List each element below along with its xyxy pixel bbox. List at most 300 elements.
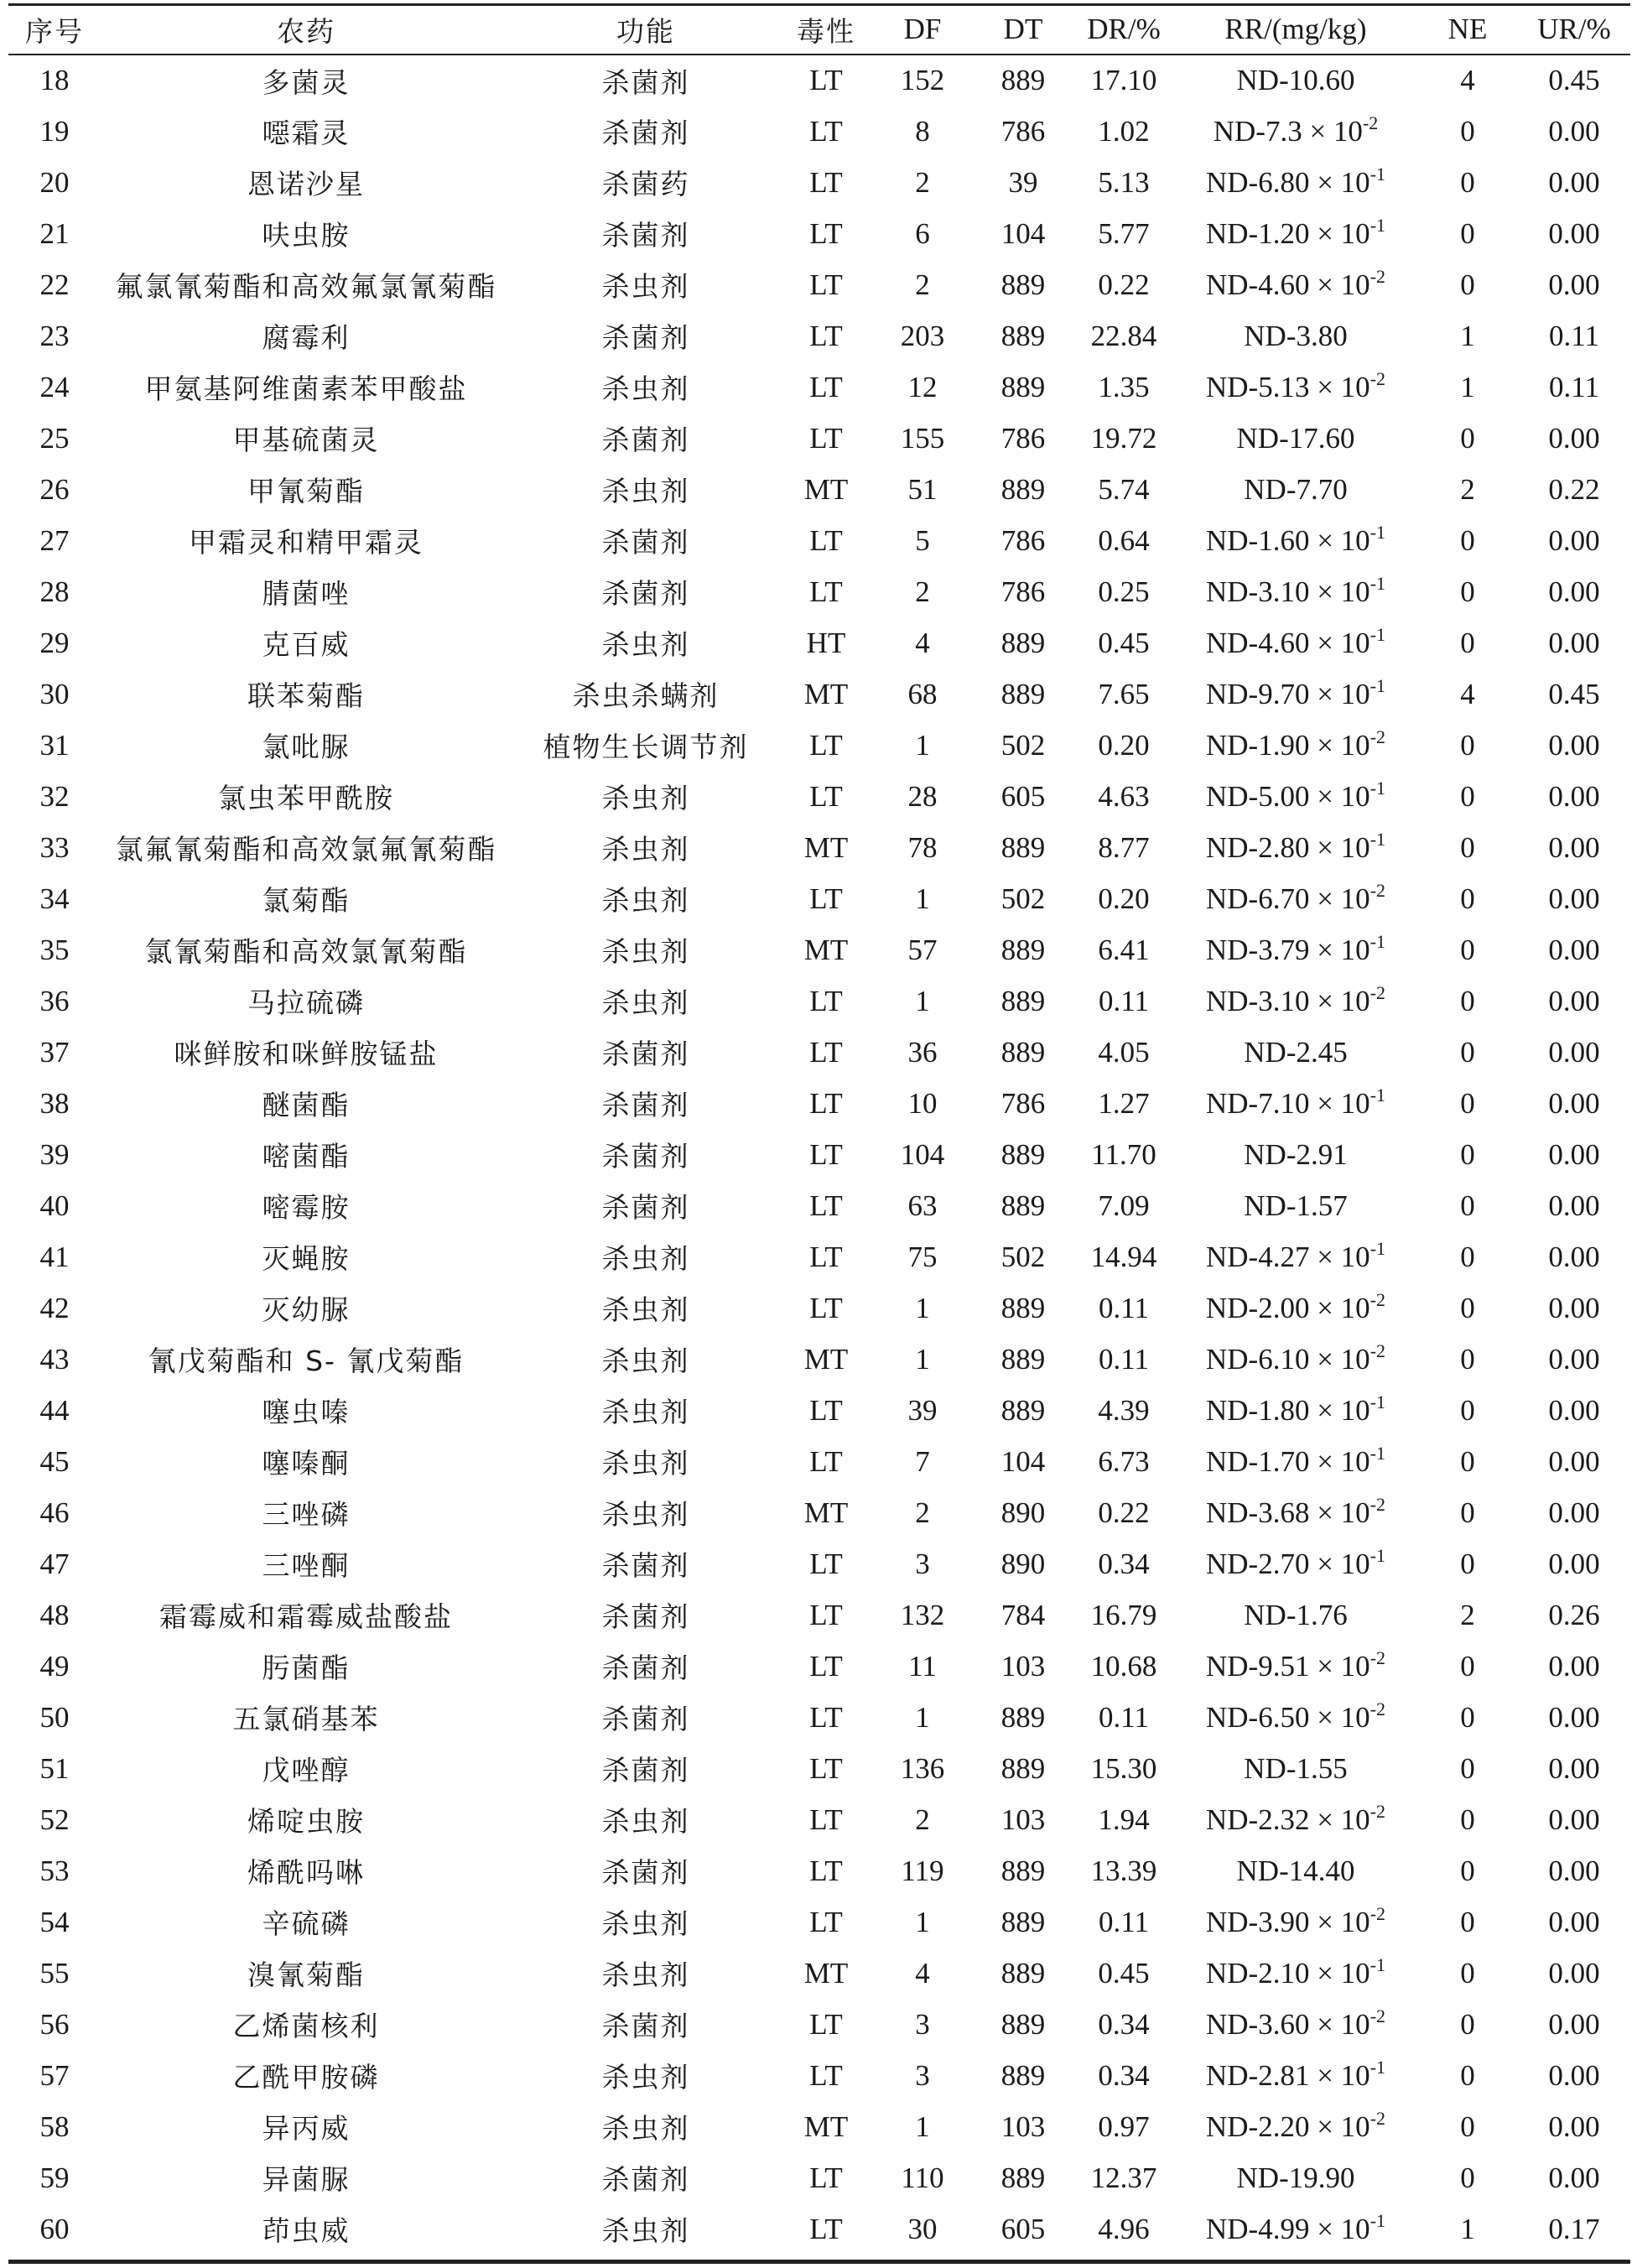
- cell-rr: [1174, 157, 1417, 208]
- table-row: [8, 873, 1630, 924]
- cell-rr: [1174, 1231, 1417, 1282]
- cell-function: 杀菌剂: [601, 1549, 690, 1582]
- cell-dr: 5.74: [1098, 472, 1150, 506]
- cell-no: 29: [39, 626, 70, 659]
- rr-value: ND-4.27 × 10: [1205, 1240, 1370, 1273]
- cell-function: 植物生长调节剂: [543, 731, 749, 763]
- cell-function: 杀菌剂: [601, 1191, 690, 1224]
- cell-rr: [1174, 1589, 1417, 1641]
- cell-ur: 0.00: [1548, 1393, 1600, 1427]
- table-row: [8, 2050, 1630, 2101]
- cell-pesticide: 烯啶虫胺: [247, 1805, 365, 1838]
- cell-function: 杀虫剂: [601, 1498, 690, 1531]
- cell-toxicity: LT: [809, 1649, 843, 1683]
- cell-rr: [1174, 975, 1417, 1027]
- cell-pesticide: 烯酰吗啉: [247, 1856, 365, 1889]
- cell-dt: 890: [1000, 1547, 1046, 1580]
- cell-pesticide: 腐霉利: [262, 321, 351, 354]
- table-row: [8, 157, 1630, 208]
- cell-ne: 1: [1460, 2212, 1475, 2245]
- cell-dt: 784: [1000, 1598, 1046, 1631]
- cell-no: 39: [39, 1137, 70, 1171]
- cell-dt: 889: [1000, 2161, 1046, 2194]
- cell-dr: 0.20: [1098, 882, 1150, 915]
- cell-pesticide: 甲基硫菌灵: [232, 424, 380, 456]
- cell-dr: 0.22: [1098, 1496, 1150, 1529]
- cell-df: 75: [907, 1240, 938, 1273]
- cell-no: 34: [39, 882, 70, 915]
- table-row: [8, 310, 1630, 362]
- cell-rr: [1174, 2050, 1417, 2101]
- rr-value: ND-3.10 × 10: [1205, 575, 1370, 608]
- cell-dt: 889: [1000, 1189, 1046, 1222]
- cell-df: 152: [900, 64, 945, 96]
- cell-pesticide: 乙烯菌核利: [232, 2010, 380, 2042]
- cell-pesticide: 霜霉威和霜霉威盐酸盐: [159, 1600, 453, 1633]
- cell-ur: 0.00: [1548, 1956, 1600, 1990]
- cell-rr: [1174, 259, 1417, 310]
- cell-dt: 786: [1000, 1086, 1046, 1120]
- cell-dr: 0.20: [1098, 728, 1150, 762]
- cell-ur: 0.00: [1548, 421, 1600, 455]
- table-row: [8, 720, 1630, 771]
- rr-value: ND-2.32 × 10: [1205, 1802, 1370, 1836]
- cell-no: 49: [39, 1649, 70, 1683]
- cell-pesticide: 氯氟氰菊酯和高效氯氟氰菊酯: [115, 833, 497, 866]
- cell-dr: 0.64: [1098, 523, 1150, 557]
- cell-function: 杀菌剂: [601, 1089, 690, 1121]
- cell-df: 155: [900, 421, 945, 455]
- cell-toxicity: LT: [809, 2161, 843, 2194]
- cell-rr: [1174, 1538, 1417, 1589]
- cell-pesticide: 呋虫胺: [262, 219, 351, 252]
- table-row: [8, 55, 1630, 106]
- cell-toxicity: LT: [809, 1086, 843, 1120]
- cell-toxicity: LT: [809, 1598, 843, 1631]
- cell-pesticide: 甲氰菊酯: [247, 475, 365, 507]
- cell-ne: 0: [1460, 1751, 1475, 1785]
- cell-df: 39: [907, 1393, 938, 1427]
- cell-rr: [1174, 413, 1417, 464]
- table-row: [8, 1027, 1630, 1078]
- cell-dr: 15.30: [1090, 1751, 1157, 1785]
- rr-value: ND-17.60: [1236, 421, 1355, 455]
- cell-ur: 0.00: [1548, 1649, 1600, 1683]
- cell-function: 杀虫剂: [601, 935, 690, 968]
- cell-df: 203: [900, 319, 945, 352]
- rr-value: ND-2.70 × 10: [1205, 1547, 1370, 1580]
- rr-exponent: -1: [1369, 1442, 1386, 1464]
- cell-pesticide: 氯菊酯: [262, 884, 351, 917]
- cell-dt: 889: [1000, 1854, 1046, 1887]
- cell-rr: [1174, 1385, 1417, 1436]
- cell-no: 25: [39, 421, 70, 455]
- rr-value: ND-3.80: [1244, 319, 1348, 352]
- cell-toxicity: LT: [809, 1854, 843, 1887]
- cell-pesticide: 多菌灵: [262, 65, 351, 99]
- cell-ur: 0.45: [1548, 64, 1600, 96]
- cell-toxicity: LT: [809, 779, 843, 813]
- cell-no: 20: [39, 165, 70, 199]
- table-row: [8, 1436, 1630, 1487]
- cell-rr: [1174, 873, 1417, 924]
- cell-df: 11: [908, 1649, 937, 1683]
- cell-function: 杀菌剂: [601, 1703, 690, 1735]
- cell-pesticide: 肟菌酯: [262, 1652, 351, 1684]
- cell-dt: 104: [1000, 1444, 1046, 1478]
- table-row: [8, 1385, 1630, 1436]
- table-row: [8, 1692, 1630, 1743]
- cell-ne: 4: [1460, 677, 1475, 710]
- cell-ur: 0.22: [1548, 472, 1600, 506]
- cell-ur: 0.00: [1548, 728, 1600, 762]
- header-rr: RR/(mg/kg): [1224, 13, 1367, 45]
- cell-ne: 0: [1460, 1956, 1475, 1990]
- cell-toxicity: LT: [809, 64, 843, 96]
- cell-function: 杀虫剂: [601, 782, 690, 814]
- header-toxicity: 毒性: [797, 14, 855, 48]
- cell-dt: 889: [1000, 626, 1046, 659]
- cell-toxicity: LT: [809, 1905, 843, 1938]
- cell-dt: 889: [1000, 1393, 1046, 1427]
- cell-dr: 7.09: [1098, 1189, 1150, 1222]
- cell-dt: 103: [1000, 2109, 1046, 2143]
- header-row: [8, 5, 1630, 55]
- cell-ne: 1: [1460, 370, 1475, 403]
- cell-toxicity: LT: [809, 1240, 843, 1273]
- rr-value: ND-4.99 × 10: [1205, 2212, 1370, 2245]
- table-row: [8, 2101, 1630, 2152]
- cell-ur: 0.00: [1548, 1137, 1600, 1171]
- cell-dt: 605: [1000, 2212, 1046, 2245]
- rr-value: ND-2.20 × 10: [1205, 2109, 1370, 2143]
- cell-ur: 0.00: [1548, 1444, 1600, 1478]
- cell-rr: [1174, 1948, 1417, 1999]
- cell-ur: 0.00: [1548, 1700, 1600, 1734]
- table-row: [8, 1282, 1630, 1334]
- cell-no: 43: [39, 1342, 70, 1376]
- cell-toxicity: LT: [809, 1035, 843, 1069]
- cell-pesticide: 噁霜灵: [262, 117, 351, 149]
- header-dt: DT: [1003, 13, 1043, 45]
- cell-df: 51: [907, 472, 938, 506]
- cell-rr: [1174, 566, 1417, 617]
- cell-ur: 0.11: [1549, 319, 1599, 352]
- cell-no: 36: [39, 984, 70, 1017]
- cell-ur: 0.00: [1548, 2161, 1600, 2194]
- cell-dt: 889: [1000, 1751, 1046, 1785]
- cell-dt: 889: [1000, 319, 1046, 352]
- table-row: [8, 975, 1630, 1027]
- cell-toxicity: LT: [809, 1751, 843, 1785]
- cell-no: 55: [39, 1956, 70, 1990]
- cell-dr: 0.34: [1098, 2058, 1150, 2092]
- rr-exponent: -2: [1369, 1800, 1386, 1822]
- cell-dr: 1.94: [1098, 1802, 1150, 1836]
- cell-dr: 8.77: [1098, 830, 1150, 864]
- cell-function: 杀虫剂: [601, 475, 690, 507]
- rr-value: ND-2.81 × 10: [1205, 2058, 1370, 2092]
- cell-ur: 0.00: [1548, 626, 1600, 659]
- cell-dt: 889: [1000, 268, 1046, 301]
- cell-df: 104: [900, 1137, 945, 1171]
- cell-dr: 19.72: [1090, 421, 1157, 455]
- cell-df: 78: [907, 830, 938, 864]
- cell-no: 54: [39, 1905, 70, 1938]
- cell-function: 杀菌剂: [601, 526, 690, 559]
- rr-value: ND-10.60: [1236, 64, 1355, 96]
- cell-pesticide: 氰戊菊酯和 S- 氰戊菊酯: [148, 1345, 465, 1377]
- cell-pesticide: 乙酰甲胺磷: [232, 2061, 380, 2094]
- cell-ur: 0.00: [1548, 1342, 1600, 1376]
- cell-dt: 502: [1000, 1240, 1046, 1273]
- cell-ne: 0: [1460, 984, 1475, 1017]
- cell-function: 杀菌剂: [601, 65, 690, 99]
- cell-dt: 103: [1000, 1649, 1046, 1683]
- rr-value: ND-1.60 × 10: [1205, 523, 1370, 557]
- table-row: [8, 1845, 1630, 1896]
- cell-function: 杀虫杀螨剂: [572, 679, 720, 712]
- cell-no: 50: [39, 1700, 70, 1734]
- cell-rr: [1174, 720, 1417, 771]
- cell-ur: 0.00: [1548, 1189, 1600, 1222]
- rr-exponent: -1: [1369, 214, 1386, 236]
- cell-function: 杀虫剂: [601, 1805, 690, 1838]
- cell-function: 杀虫剂: [601, 372, 690, 405]
- rr-exponent: -1: [1369, 1953, 1386, 1975]
- cell-function: 杀虫剂: [601, 1447, 690, 1480]
- cell-df: 110: [901, 2161, 944, 2194]
- cell-rr: [1174, 2101, 1417, 2152]
- cell-dr: 0.45: [1098, 626, 1150, 659]
- table-row: [8, 1948, 1630, 1999]
- cell-df: 132: [900, 1598, 945, 1631]
- cell-df: 30: [907, 2212, 938, 2245]
- cell-ne: 0: [1460, 1342, 1475, 1376]
- rr-value: ND-5.13 × 10: [1205, 370, 1370, 403]
- cell-ur: 0.00: [1548, 268, 1600, 301]
- header-no: 序号: [25, 14, 84, 48]
- cell-no: 41: [39, 1240, 70, 1273]
- cell-dt: 605: [1000, 779, 1046, 813]
- cell-df: 36: [907, 1035, 938, 1069]
- rr-value: ND-2.10 × 10: [1205, 1956, 1370, 1990]
- cell-ur: 0.17: [1548, 2212, 1600, 2245]
- cell-toxicity: LT: [809, 2058, 843, 2092]
- cell-no: 32: [39, 779, 70, 813]
- cell-toxicity: LT: [809, 523, 843, 557]
- cell-ur: 0.00: [1548, 933, 1600, 966]
- cell-rr: [1174, 1641, 1417, 1692]
- cell-ne: 0: [1460, 1189, 1475, 1222]
- cell-dr: 12.37: [1090, 2161, 1157, 2194]
- cell-ne: 0: [1460, 1802, 1475, 1836]
- cell-ur: 0.00: [1548, 2109, 1600, 2143]
- table-row: [8, 1180, 1630, 1231]
- table-row: [8, 1794, 1630, 1845]
- cell-rr: [1174, 515, 1417, 566]
- cell-dr: 0.11: [1099, 1291, 1149, 1324]
- rr-value: ND-6.50 × 10: [1205, 1700, 1370, 1734]
- cell-dt: 889: [1000, 2058, 1046, 2092]
- table-row: [8, 1743, 1630, 1794]
- cell-function: 杀虫剂: [601, 1958, 690, 1991]
- cell-ne: 0: [1460, 2007, 1475, 2041]
- cell-dr: 22.84: [1090, 319, 1157, 352]
- rr-exponent: -2: [1369, 879, 1386, 901]
- cell-ur: 0.00: [1548, 779, 1600, 813]
- rr-exponent: -2: [1369, 981, 1386, 1003]
- cell-df: 6: [915, 216, 930, 250]
- rr-exponent: -1: [1369, 1237, 1386, 1259]
- cell-toxicity: LT: [809, 1189, 843, 1222]
- cell-toxicity: LT: [809, 216, 843, 250]
- cell-ne: 0: [1460, 2109, 1475, 2143]
- cell-ne: 0: [1460, 1086, 1475, 1120]
- cell-df: 136: [900, 1751, 945, 1785]
- cell-ne: 0: [1460, 728, 1475, 762]
- cell-dt: 502: [1000, 728, 1046, 762]
- cell-function: 杀菌剂: [601, 2163, 690, 2196]
- cell-function: 杀虫剂: [601, 833, 690, 866]
- cell-dt: 786: [1000, 114, 1046, 148]
- cell-toxicity: LT: [809, 1547, 843, 1580]
- cell-pesticide: 咪鲜胺和咪鲜胺锰盐: [174, 1038, 439, 1070]
- cell-ur: 0.00: [1548, 2007, 1600, 2041]
- cell-pesticide: 溴氰菊酯: [247, 1958, 365, 1991]
- cell-ne: 0: [1460, 933, 1475, 966]
- cell-toxicity: LT: [809, 575, 843, 608]
- cell-toxicity: LT: [809, 1444, 843, 1478]
- rr-exponent: -1: [1369, 828, 1386, 850]
- cell-dr: 0.45: [1098, 1956, 1150, 1990]
- cell-toxicity: MT: [803, 1342, 849, 1376]
- rr-value: ND-6.70 × 10: [1205, 882, 1370, 915]
- cell-rr: [1174, 1896, 1417, 1948]
- rr-value: ND-2.91: [1244, 1137, 1348, 1171]
- rr-exponent: -1: [1369, 163, 1386, 185]
- cell-dr: 4.96: [1098, 2212, 1150, 2245]
- header-ne: NE: [1447, 13, 1488, 45]
- cell-toxicity: LT: [809, 882, 843, 915]
- cell-pesticide: 腈菌唑: [262, 577, 351, 610]
- cell-df: 12: [907, 370, 938, 403]
- cell-dt: 889: [1000, 1035, 1046, 1069]
- cell-pesticide: 灭幼脲: [262, 1293, 351, 1326]
- cell-dt: 889: [1000, 1342, 1046, 1376]
- cell-df: 1: [915, 984, 930, 1017]
- cell-dt: 889: [1000, 984, 1046, 1017]
- cell-dt: 889: [1000, 370, 1046, 403]
- cell-function: 杀虫剂: [601, 1293, 690, 1326]
- cell-dt: 39: [1008, 165, 1038, 199]
- cell-function: 杀虫剂: [601, 1907, 690, 1940]
- cell-ne: 0: [1460, 1291, 1475, 1324]
- cell-ne: 0: [1460, 165, 1475, 199]
- rr-exponent: -2: [1369, 1902, 1386, 1924]
- cell-ur: 0.45: [1548, 677, 1600, 710]
- cell-pesticide: 氯虫苯甲酰胺: [218, 782, 394, 814]
- table-row: [8, 413, 1630, 464]
- cell-ne: 2: [1460, 1598, 1475, 1631]
- cell-dr: 6.41: [1098, 933, 1150, 966]
- cell-function: 杀菌剂: [601, 321, 690, 354]
- rr-value: ND-3.68 × 10: [1205, 1496, 1370, 1529]
- cell-function: 杀菌剂: [601, 219, 690, 252]
- cell-rr: [1174, 1129, 1417, 1180]
- cell-pesticide: 三唑磷: [262, 1498, 351, 1531]
- cell-pesticide: 氟氯氰菊酯和高效氟氯氰菊酯: [115, 270, 497, 303]
- cell-dt: 889: [1000, 830, 1046, 864]
- table-row: [8, 259, 1630, 310]
- rr-exponent: -2: [1369, 265, 1386, 287]
- cell-dt: 889: [1000, 933, 1046, 966]
- cell-no: 40: [39, 1189, 70, 1222]
- cell-dt: 889: [1000, 2007, 1046, 2041]
- rr-exponent: -1: [1369, 1391, 1386, 1412]
- cell-df: 3: [915, 1547, 930, 1580]
- table-row: [8, 362, 1630, 413]
- cell-ur: 0.00: [1548, 2058, 1600, 2092]
- cell-toxicity: MT: [803, 1496, 849, 1529]
- rr-value: ND-6.80 × 10: [1205, 165, 1370, 199]
- cell-toxicity: HT: [806, 626, 846, 659]
- cell-no: 23: [39, 319, 70, 352]
- table-row: [8, 1078, 1630, 1129]
- table-row: [8, 1896, 1630, 1948]
- cell-rr: [1174, 1845, 1417, 1896]
- rr-exponent: -2: [1369, 1698, 1386, 1719]
- cell-toxicity: LT: [809, 1802, 843, 1836]
- cell-dr: 0.22: [1098, 268, 1150, 301]
- cell-function: 杀虫剂: [601, 884, 690, 917]
- cell-dr: 0.11: [1099, 984, 1149, 1017]
- cell-rr: [1174, 362, 1417, 413]
- cell-ur: 0.00: [1548, 165, 1600, 199]
- cell-dt: 103: [1000, 1802, 1046, 1836]
- cell-no: 57: [39, 2058, 70, 2092]
- cell-ur: 0.00: [1548, 1854, 1600, 1887]
- cell-df: 4: [915, 626, 930, 659]
- rr-exponent: -2: [1369, 1493, 1386, 1515]
- rr-value: ND-1.80 × 10: [1205, 1393, 1370, 1427]
- cell-ur: 0.00: [1548, 114, 1600, 148]
- cell-ur: 0.00: [1548, 882, 1600, 915]
- cell-function: 杀虫剂: [601, 628, 690, 661]
- cell-df: 3: [915, 2007, 930, 2041]
- cell-dr: 1.02: [1098, 114, 1150, 148]
- cell-toxicity: LT: [809, 2212, 843, 2245]
- cell-dr: 5.13: [1098, 165, 1150, 199]
- cell-no: 44: [39, 1393, 70, 1427]
- rr-exponent: -1: [1369, 1544, 1386, 1566]
- cell-df: 57: [907, 933, 938, 966]
- cell-function: 杀菌剂: [601, 1856, 690, 1889]
- cell-ne: 0: [1460, 1905, 1475, 1938]
- rr-exponent: -1: [1369, 521, 1386, 543]
- cell-no: 22: [39, 268, 70, 301]
- cell-dt: 889: [1000, 677, 1046, 710]
- cell-no: 27: [39, 523, 70, 557]
- cell-no: 31: [39, 728, 70, 762]
- cell-dr: 10.68: [1090, 1649, 1157, 1683]
- cell-function: 杀菌剂: [601, 1652, 690, 1684]
- cell-toxicity: LT: [809, 1291, 843, 1324]
- cell-toxicity: MT: [803, 2109, 849, 2143]
- cell-rr: [1174, 1743, 1417, 1794]
- cell-df: 1: [915, 2109, 930, 2143]
- cell-rr: [1174, 924, 1417, 975]
